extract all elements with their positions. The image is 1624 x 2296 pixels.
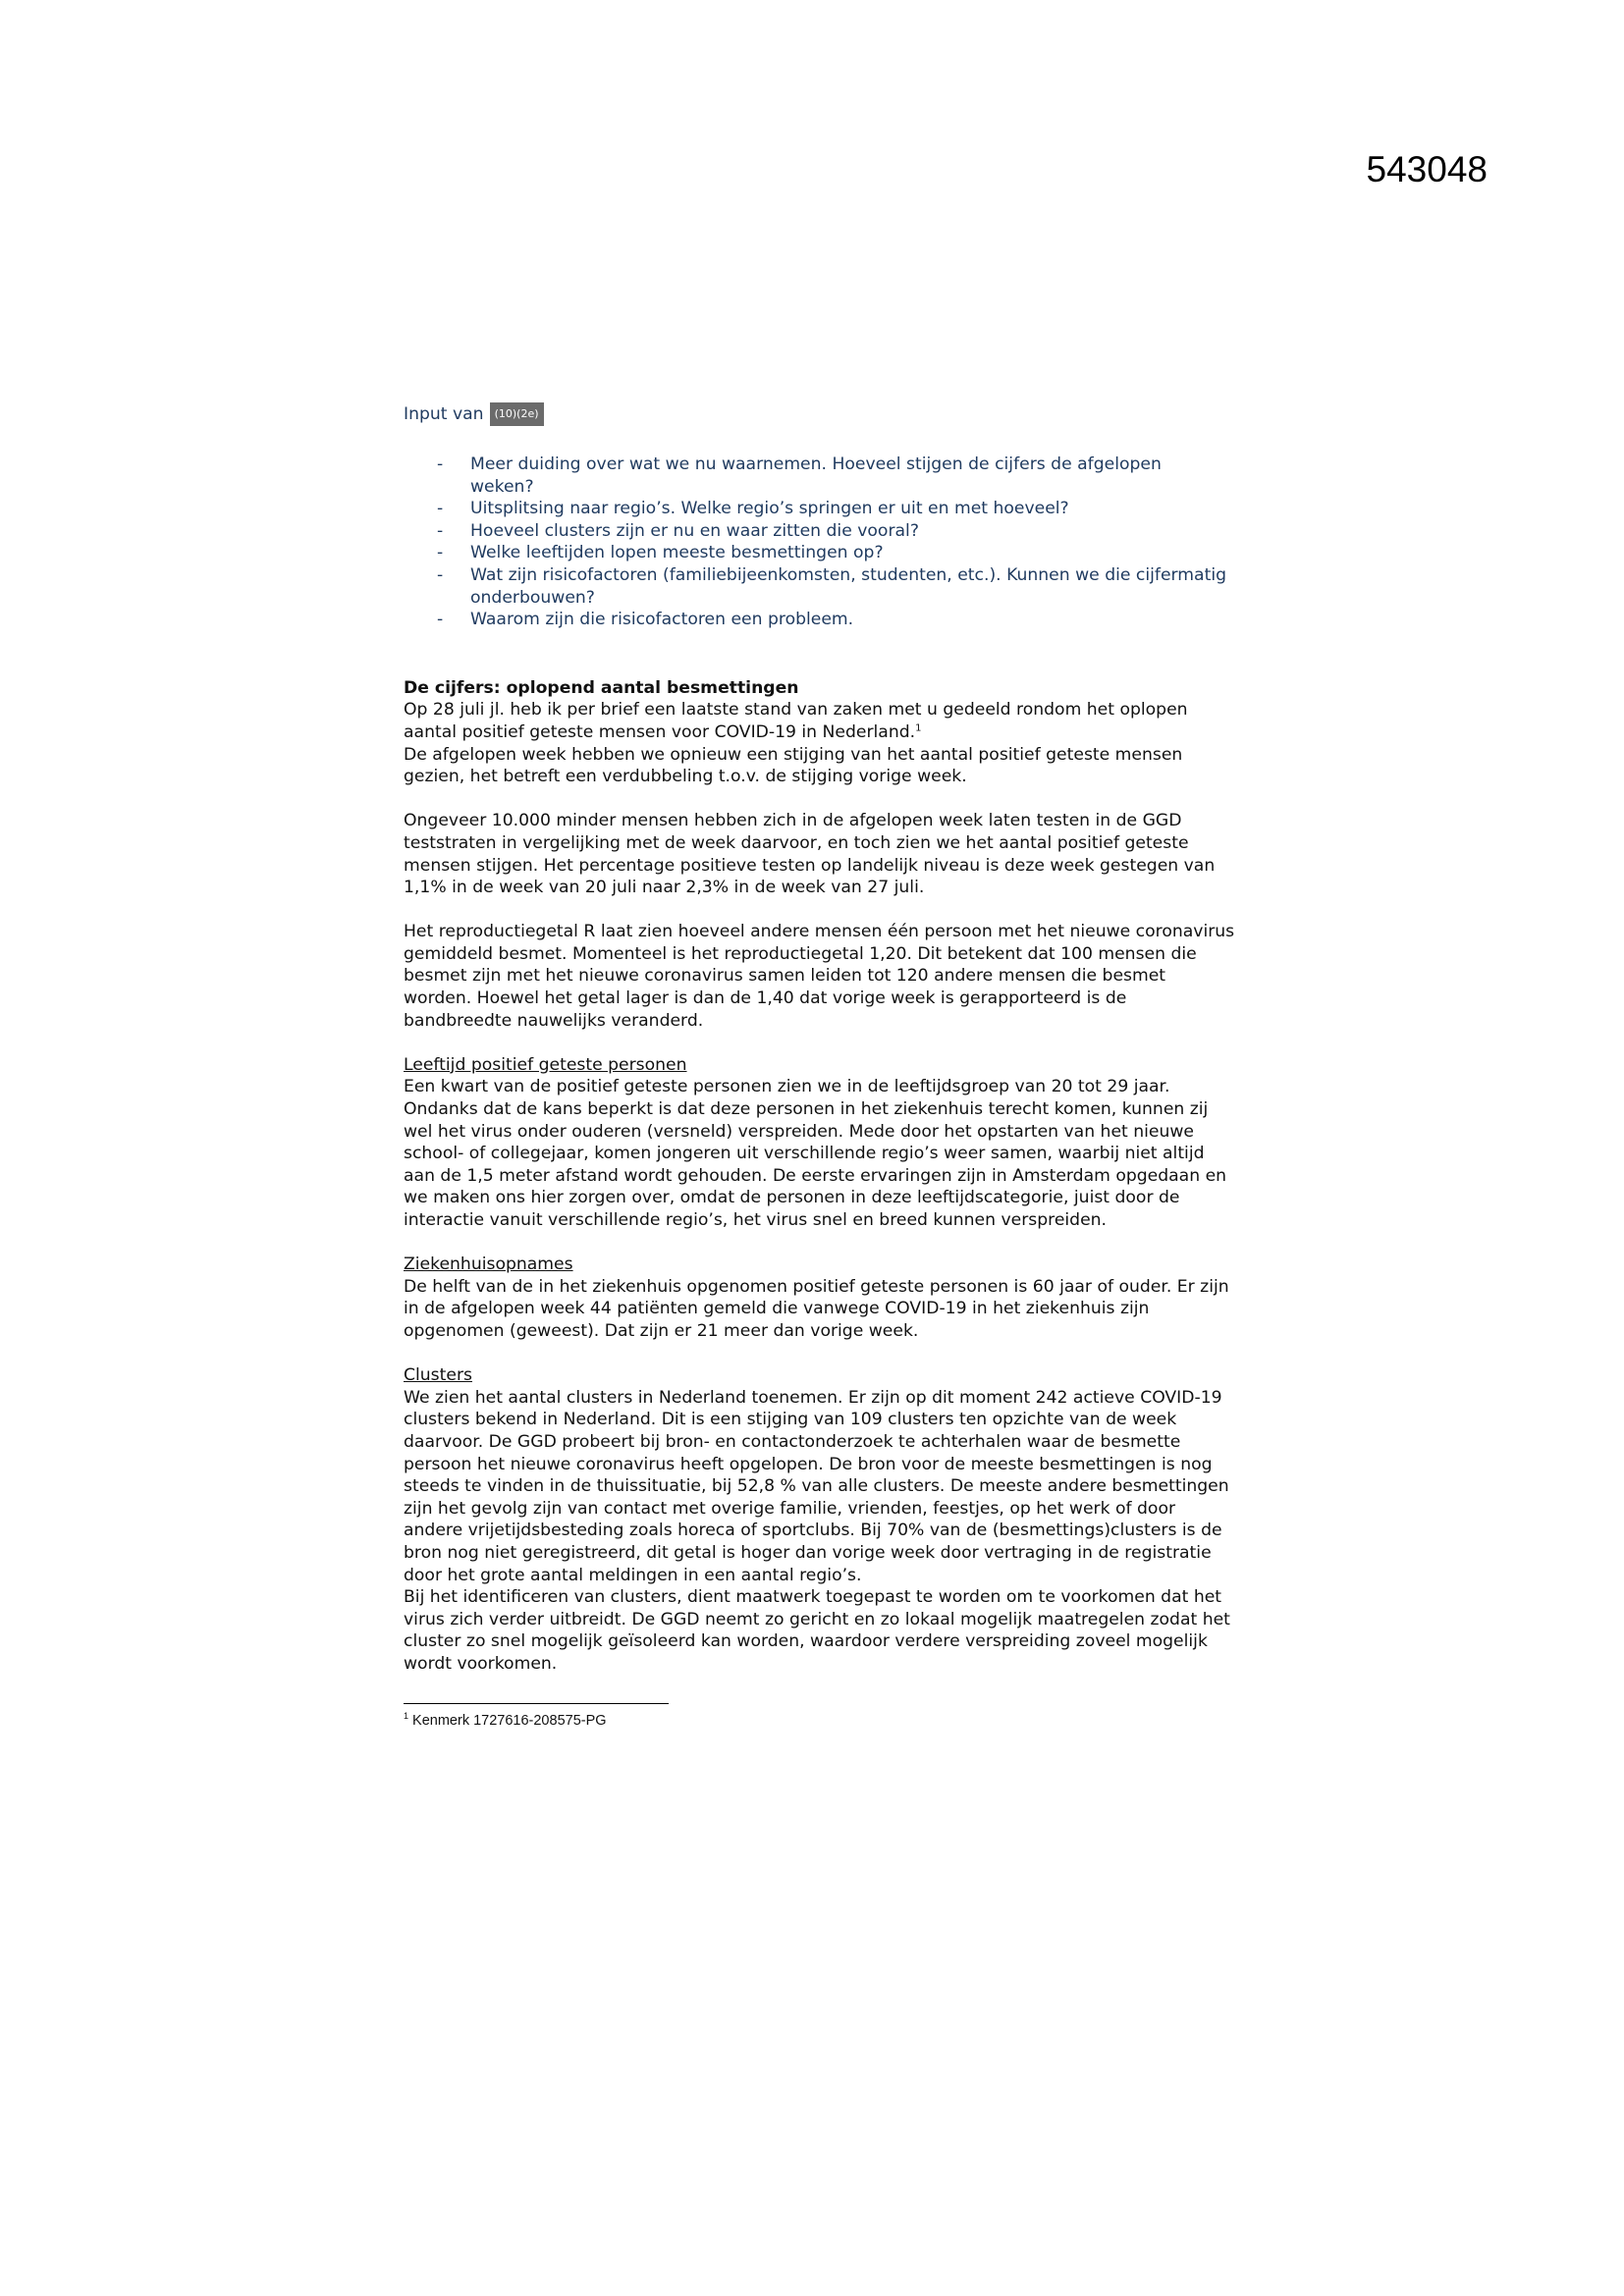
paragraph-intro [404,699,1238,743]
paragraph-testing: Ongeveer 10.000 minder mensen hebben zich in de afgelopen week laten testen in de GGD teststraten in vergelijking met de week daarvoor, en toch zien we het aantal positief geteste mensen stijgen. Het percentage positieve testen op landelijk niveau is deze week gestegen van 1,1% in de week van 20 juli naar 2,3% in de week van 27 juli. [404,811,1216,898]
question-text: Meer duiding over wat we nu waarnemen. Hoeveel stijgen de cijfers de afgelopen weken? [470,454,1162,497]
list-dash: - [437,454,444,474]
paragraph-clusters-measures: Bij het identificeren van clusters, dient maatwerk toegepast te worden om te voorkomen dat het virus zich verder uitbreidt. De GGD neemt zo gericht en zo lokaal mogelijk maatregelen zodat het cluster zo snel mogelijk geïsoleerd kan worden, waardoor verdere verspreiding zoveel mogelijk wordt voorkomen. [404,1587,1230,1674]
redaction-mark: (10)(2e) [490,402,544,426]
list-item [404,564,1238,609]
section-heading: De cijfers: oplopend aantal besmettingen [404,677,799,698]
question-text: Uitsplitsing naar regio’s. Welke regio’s springen er uit en met hoeveel? [470,499,1069,519]
paragraph-clusters: We zien het aantal clusters in Nederland toenemen. Er zijn op dit moment 242 actieve COVID-19 clusters bekend in Nederland. Dit is een stijging van 109 clusters ten opzichte van de week daarvoor. De GGD probeert bij bron- en contactonderzoek te achterhalen waar de besmette persoon het nieuwe coronavirus heeft opgelopen. De bron voor de meeste besmettingen is nog steeds te vinden in de thuissituatie, bij 52,8 % van alle clusters. De meeste andere besmettingen zijn het gevolg zijn van contact met overige familie, vrienden, feestjes, op het werk of door andere vrijetijdsbesteding zoals horeca of sportclubs. Bij 70% van de (besmettings)clusters is de bron nog niet geregistreerd, dit getal is hoger dan vorige week door vertraging in de registratie door het grote aantal meldingen in een aantal regio’s. [404,1387,1229,1585]
document-body [404,402,1238,1733]
list-item [404,542,1238,564]
footnote-text: Kenmerk 1727616-208575-PG [408,1713,607,1730]
question-text: Hoeveel clusters zijn er nu en waar zitten die vooral? [470,520,919,541]
list-item [404,520,1238,543]
paragraph-reproduction: Het reproductiegetal R laat zien hoeveel andere mensen één persoon met het nieuwe coronavirus gemiddeld besmet. Momenteel is het reproductiegetal 1,20. Dit betekent dat 100 mensen die besmet zijn met het nieuwe coronavirus samen leiden tot 120 andere mensen die besmet worden. Hoewel het getal lager is dan de 1,40 dat vorige week is gerapporteerd is de bandbreedte nauwelijks veranderd. [404,922,1235,1031]
paragraph-age: Een kwart van de positief geteste personen zien we in de leeftijdsgroep van 20 tot 29 jaar. Ondanks dat de kans beperkt is dat deze personen in het ziekenhuis terecht komen, kunnen zij wel het virus onder ouderen (versneld) verspreiden. Mede door het opstarten van het nieuwe school- of collegejaar, komen jongeren uit verschillende regio’s weer samen, waarbij niet altijd aan de 1,5 meter afstand wordt gehouden. De eerste ervaringen zijn in Amsterdam opgedaan en we maken ons hier zorgen over, omdat de personen in deze leeftijdscategorie, juist door de interactie vanuit verschillende regio’s, het virus snel en breed kunnen verspreiden. [404,1077,1227,1230]
clusters-heading: Clusters [404,1365,472,1386]
question-text: Welke leeftijden lopen meeste besmettingen op? [470,543,884,563]
list-item [404,609,1238,631]
list-dash: - [437,610,444,630]
list-item [404,454,1238,498]
list-dash: - [437,564,444,585]
question-text: Waarom zijn die risicofactoren een probleem. [470,610,854,630]
paragraph-doubling: De afgelopen week hebben we opnieuw een stijging van het aantal positief geteste mensen gezien, het betreft een verdubbeling t.o.v. de stijging vorige week. [404,744,1183,787]
list-dash: - [437,543,444,563]
footnote [404,1710,1238,1733]
paragraph-hospital: De helft van de in het ziekenhuis opgenomen positief geteste personen is 60 jaar of ouder. Er zijn in de afgelopen week 44 patiënten gemeld die vanwege COVID-19 in het ziekenhuis zijn opgenomen (geweest). Dat zijn er 21 meer dan vorige week. [404,1276,1229,1341]
list-dash: - [437,520,444,541]
footnote-divider [404,1703,669,1704]
question-list [404,454,1238,631]
list-item [404,498,1238,520]
input-from-line [404,402,1238,426]
intro-text: Op 28 juli jl. heb ik per brief een laatste stand van zaken met u gedeeld rondom het oplopen aantal positief geteste mensen voor COVID-19 in Nederland. [404,700,1188,742]
list-dash: - [437,499,444,519]
document-id: 543048 [1366,149,1488,189]
question-text: Wat zijn risicofactoren (familiebijeenkomsten, studenten, etc.). Kunnen we die cijfermatig onderbouwen? [470,564,1227,608]
footnote-number: 1 [404,1711,409,1722]
footnote-reference: 1 [915,722,922,734]
hospital-heading: Ziekenhuisopnames [404,1255,573,1275]
input-label: Input van [404,403,484,424]
age-heading: Leeftijd positief geteste personen [404,1054,687,1075]
